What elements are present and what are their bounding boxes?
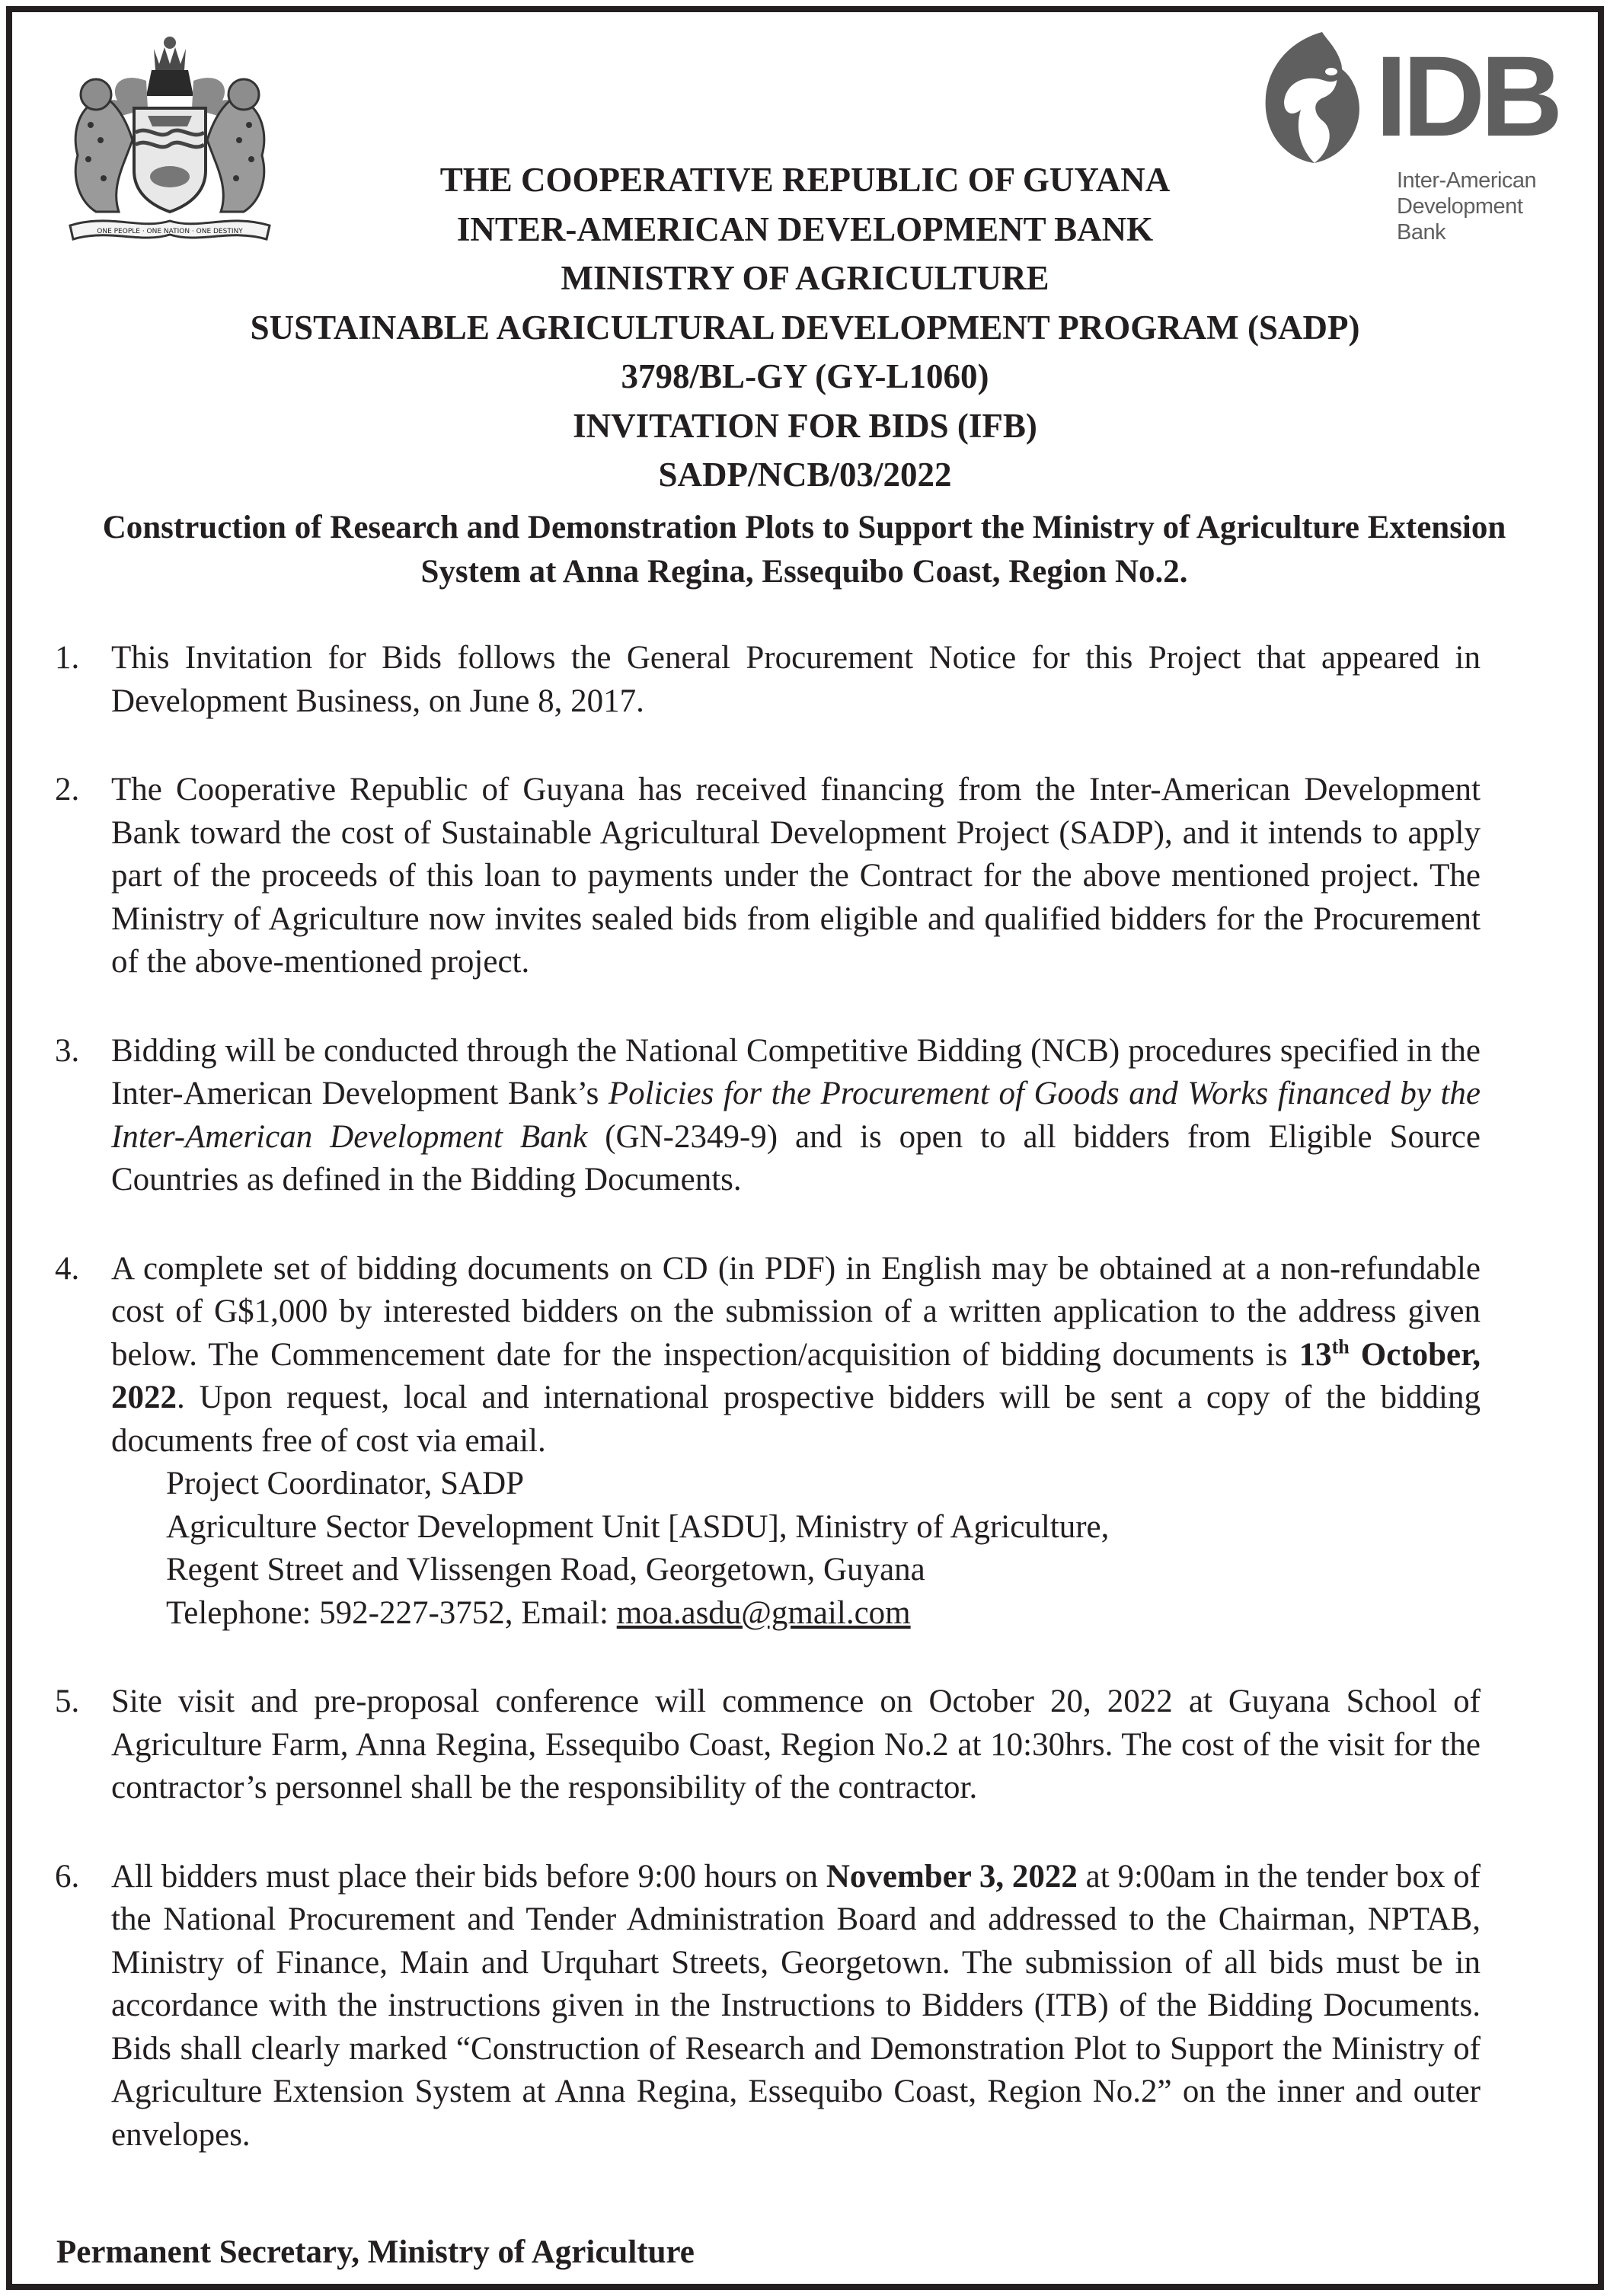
address-line-3: Regent Street and Vlissengen Road, Georgetown, Guyana <box>166 1552 925 1588</box>
policy-title: Policies for the Procurement of Goods and Works financed by the Inter-American Development Bank <box>111 1076 1481 1155</box>
notice-header <box>12 155 1598 500</box>
email-link[interactable]: moa.asdu@gmail.com <box>616 1594 911 1631</box>
paragraph-text: Site visit and pre-proposal conference will commence on October 20, 2022 at Guyana School of Agriculture Farm, Anna Regina, Essequibo Coast, Region No.2 at 10:30hrs. The cost of the visit for the contractor’s personnel shall be the responsibility of the contractor. <box>111 1684 1481 1805</box>
contact-address <box>111 1463 1481 1635</box>
paragraph-5 <box>55 1680 1481 1810</box>
paragraph-text: The Cooperative Republic of Guyana has received financing from the Inter-American Development Bank toward the cost of Sustainable Agricultural Development Project (SADP), and it intends to apply part of the proceeds of this loan to payments under the Contract for the above mentioned project. The Ministry of Agriculture now invites sealed bids from eligible and qualified bidders for the Procurement of the above-mentioned project. <box>111 772 1481 980</box>
paragraph-number: 4. <box>55 1250 80 1287</box>
header-line-loan-number: 3798/BL-GY (GY-L1060) <box>621 357 989 395</box>
header-line-bank: INTER-AMERICAN DEVELOPMENT BANK <box>456 209 1154 248</box>
paragraph-text <box>111 1030 1481 1202</box>
header-line-ifb: INVITATION FOR BIDS (IFB) <box>573 406 1037 445</box>
paragraph-1 <box>55 637 1481 723</box>
paragraph-number: 3. <box>55 1032 80 1069</box>
paragraph-text-part: A complete set of bidding documents on CD (in PDF) in English may be obtained at a non-refundable cost of G$1,000 by interested bidders on the submission of a written application to the address given below. The Commencement date for the inspection/acquisition of bidding documents is <box>111 1250 1481 1373</box>
header-line-ministry: MINISTRY OF AGRICULTURE <box>561 259 1049 297</box>
idb-name-line2: Development Bank <box>1397 194 1523 245</box>
idb-wordmark: IDB <box>1375 32 1559 160</box>
address-line-1: Project Coordinator, SADP <box>166 1466 525 1501</box>
date-day: 13 <box>1299 1336 1332 1373</box>
idb-bird-icon <box>1261 27 1566 165</box>
notice-paragraphs <box>55 637 1481 2157</box>
paragraph-text-part: All bidders must place their bids before 9:00 hours on <box>111 1858 826 1895</box>
paragraph-text: This Invitation for Bids follows the General Procurement Notice for this Project that appeared in Development Business, on June 8, 2017. <box>111 640 1481 719</box>
paragraph-4 <box>55 1248 1481 1636</box>
svg-text:ONE PEOPLE · ONE NATION · ONE: ONE PEOPLE · ONE NATION · ONE DESTINY <box>97 228 243 235</box>
paragraph-text <box>111 1856 1481 2157</box>
date-suffix: th <box>1331 1335 1350 1358</box>
notice-subject: Construction of Research and Demonstration Plots to Support the Ministry of Agriculture Extension System at Anna Regina, Essequibo Coast, Region No.2. <box>102 510 1506 590</box>
paragraph-3 <box>55 1030 1481 1202</box>
paragraph-text-part: at 9:00am in the tender box of the National Procurement and Tender Administration Board and addressed to the Chairman, NPTAB, Ministry of Finance, Main and Urquhart Streets, Georgetown. The submission of all bids must be in accordance with the instructions given in the Instructions to Bidders (ITB) of the Bidding Documents. Bids shall clearly marked “Construction of Research and Demonstration Plot to Support the Ministry of Agriculture Extension System at Anna Regina, Essequibo Coast, Region No.2” on the inner and outer envelopes. <box>111 1858 1481 2153</box>
header-line-reference: SADP/NCB/03/2022 <box>658 456 952 494</box>
header-line-program: SUSTAINABLE AGRICULTURAL DEVELOPMENT PROGRAM (SADP) <box>250 308 1360 347</box>
header-line-country: THE COOPERATIVE REPUBLIC OF GUYANA <box>439 161 1171 199</box>
address-line-2: Agriculture Sector Development Unit [ASDU], Ministry of Agriculture, <box>166 1508 1110 1545</box>
paragraph-text-part: Bidding will be conducted through the National Competitive Bidding (NCB) procedures specified in the Inter-American Development Bank’s <box>111 1032 1481 1111</box>
paragraph-6 <box>55 1856 1481 2157</box>
paragraph-number: 1. <box>55 640 80 676</box>
paragraph-number: 5. <box>55 1684 80 1719</box>
notice-page <box>6 6 1604 2290</box>
idb-name-line1: Inter-American <box>1397 168 1537 193</box>
signatory: Permanent Secretary, Ministry of Agriculture <box>56 2234 695 2270</box>
paragraph-text-part: (GN-2349-9) and is open to all bidders from Eligible Source Countries as defined in the Bidding Documents. <box>111 1118 1481 1198</box>
bid-deadline-date: November 3, 2022 <box>826 1858 1078 1895</box>
date-month: October, 2022 <box>111 1336 1481 1415</box>
paragraph-2 <box>55 769 1481 984</box>
paragraph-text <box>111 1248 1481 1636</box>
paragraph-number: 6. <box>55 1858 80 1895</box>
paragraph-number: 2. <box>55 772 80 807</box>
telephone-label: Telephone: 592-227-3752, Email: <box>166 1594 617 1631</box>
paragraph-text-part: . Upon request, local and international prospective bidders will be sent a copy of the bidding documents free of cost via email. <box>111 1380 1481 1459</box>
address-line-4 <box>166 1592 1481 1636</box>
